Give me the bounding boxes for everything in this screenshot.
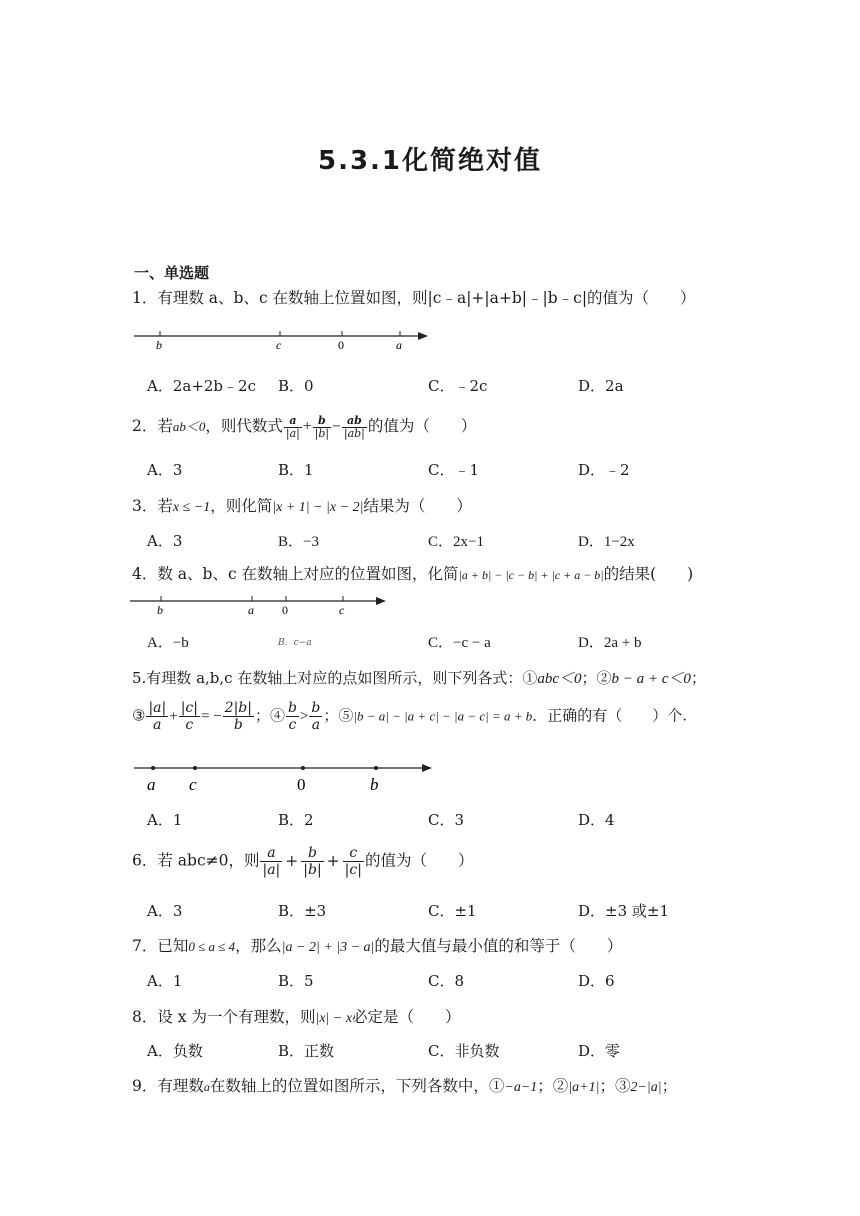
question-8-stem: 8．设 x 为一个有理数，则|x| − x必定是（ ） xyxy=(132,1008,461,1026)
q3-option-b[interactable]: B．−3 xyxy=(278,534,319,550)
q1-option-c[interactable]: C．﹣2c xyxy=(428,377,488,395)
q7-option-b[interactable]: B．5 xyxy=(278,972,314,990)
q7-option-a[interactable]: A．1 xyxy=(147,972,183,990)
q5-option-b[interactable]: B．2 xyxy=(278,811,314,829)
page-title: 5.3.1化简绝对值 xyxy=(317,146,543,176)
q7-option-d[interactable]: D．6 xyxy=(578,972,615,990)
q4-option-c[interactable]: C．−c − a xyxy=(428,635,491,651)
q8-option-b[interactable]: B．正数 xyxy=(278,1042,335,1060)
question-7-stem: 7．已知0 ≤ a ≤ 4，那么|a − 2| + |3 − a|的最大值与最小值的和等于（ ） xyxy=(132,937,623,955)
q8-option-a[interactable]: A．负数 xyxy=(147,1042,203,1060)
question-1-stem: 1．有理数 a、b、c 在数轴上位置如图，则|c﹣a|+|a+b|﹣|b﹣c|的值为（ ） xyxy=(132,289,696,307)
q5-option-d[interactable]: D．4 xyxy=(578,811,615,829)
q5-option-c[interactable]: C．3 xyxy=(428,811,465,829)
question-3-stem: 3．若x ≤ −1，则化简|x + 1| − |x − 2|结果为（ ） xyxy=(132,497,472,515)
q6-option-b[interactable]: B．±3 xyxy=(278,902,327,920)
q6-option-d[interactable]: D．±3 或±1 xyxy=(578,902,670,920)
point-a xyxy=(151,766,155,770)
question-4-number-line xyxy=(128,593,390,619)
question-5-number-line xyxy=(132,760,437,796)
q4-option-d[interactable]: D．2a + b xyxy=(578,635,642,651)
question-1-number-line xyxy=(132,326,432,352)
label-0: 0 xyxy=(282,603,288,617)
q6-option-c[interactable]: C．±1 xyxy=(428,902,477,920)
label-a: a xyxy=(147,775,156,794)
q1-option-b[interactable]: B．0 xyxy=(278,377,314,395)
question-2-stem: 2．若ab＜0，则代数式 $\frac{a}{|a|}$ + $\frac{b}{|b|}$ − $\frac{ab}{|ab|}$ 的值为（ ） xyxy=(132,413,477,440)
q6-option-a[interactable]: A．3 xyxy=(147,902,183,920)
q2-option-a[interactable]: A．3 xyxy=(147,461,183,479)
q4-option-a[interactable]: A．−b xyxy=(147,635,189,651)
q2-option-c[interactable]: C．﹣1 xyxy=(428,461,480,479)
q1-option-d[interactable]: D．2a xyxy=(578,377,624,395)
q4-option-b[interactable]: B．c−a xyxy=(278,638,312,648)
question-4-stem: 4．数 a、b、c 在数轴上对应的位置如图，化简|a + b| − |c − b| + |c + a − b|的结果( ) xyxy=(132,565,694,583)
q1-option-a[interactable]: A．2a+2b﹣2c xyxy=(147,377,256,395)
q7-option-c[interactable]: C．8 xyxy=(428,972,465,990)
q3-option-c[interactable]: C．2x−1 xyxy=(428,534,484,550)
label-a: a xyxy=(396,338,402,352)
q8-option-c[interactable]: C．非负数 xyxy=(428,1042,500,1060)
point-b xyxy=(374,766,378,770)
label-0: 0 xyxy=(338,338,344,352)
label-0: 0 xyxy=(297,775,306,794)
label-b: b xyxy=(370,775,379,794)
label-c: c xyxy=(189,775,197,794)
question-6-stem: 6．若 abc≠0，则 $\frac{a}{|a|}$ + $\frac{b}{|b|}$ + $\frac{c}{|c|}$ 的值为（ ） xyxy=(132,845,474,878)
section-heading: 一、单选题 xyxy=(134,264,210,282)
label-c: c xyxy=(276,338,282,352)
axis-arrow xyxy=(422,764,432,772)
question-5-line-2: ③ $\frac{|a|}{a}$ + $\frac{|c|}{c}$ = − $\frac{2|b|}{b}$ ；④ $\frac{b}{c}$ > $\frac{b}{a}$ ；⑤|b − a| − |a + c| − |a − c| = a + b．正确的有（ ）个. xyxy=(132,700,688,733)
q2-option-b[interactable]: B．1 xyxy=(278,461,314,479)
q3-option-d[interactable]: D．1−2x xyxy=(578,534,635,550)
q2-option-d[interactable]: D．﹣2 xyxy=(578,461,630,479)
q3-option-a[interactable]: A．3 xyxy=(147,532,183,550)
question-5-line-1: 5.有理数 a,b,c 在数轴上对应的点如图所示，则下列各式：①abc＜0；②b − a + c＜0； xyxy=(132,669,706,687)
label-b: b xyxy=(157,603,163,617)
label-a: a xyxy=(248,603,254,617)
point-c xyxy=(193,766,197,770)
q8-option-d[interactable]: D．零 xyxy=(578,1042,621,1060)
question-9-stem: 9．有理数a在数轴上的位置如图所示，下列各数中，①−a−1；②|a+1|；③2−|a|； xyxy=(132,1077,678,1095)
axis-arrow xyxy=(418,332,428,340)
point-0 xyxy=(301,766,305,770)
q5-option-a[interactable]: A．1 xyxy=(147,811,183,829)
axis-arrow xyxy=(376,597,386,605)
label-c: c xyxy=(339,603,345,617)
label-b: b xyxy=(156,338,162,352)
